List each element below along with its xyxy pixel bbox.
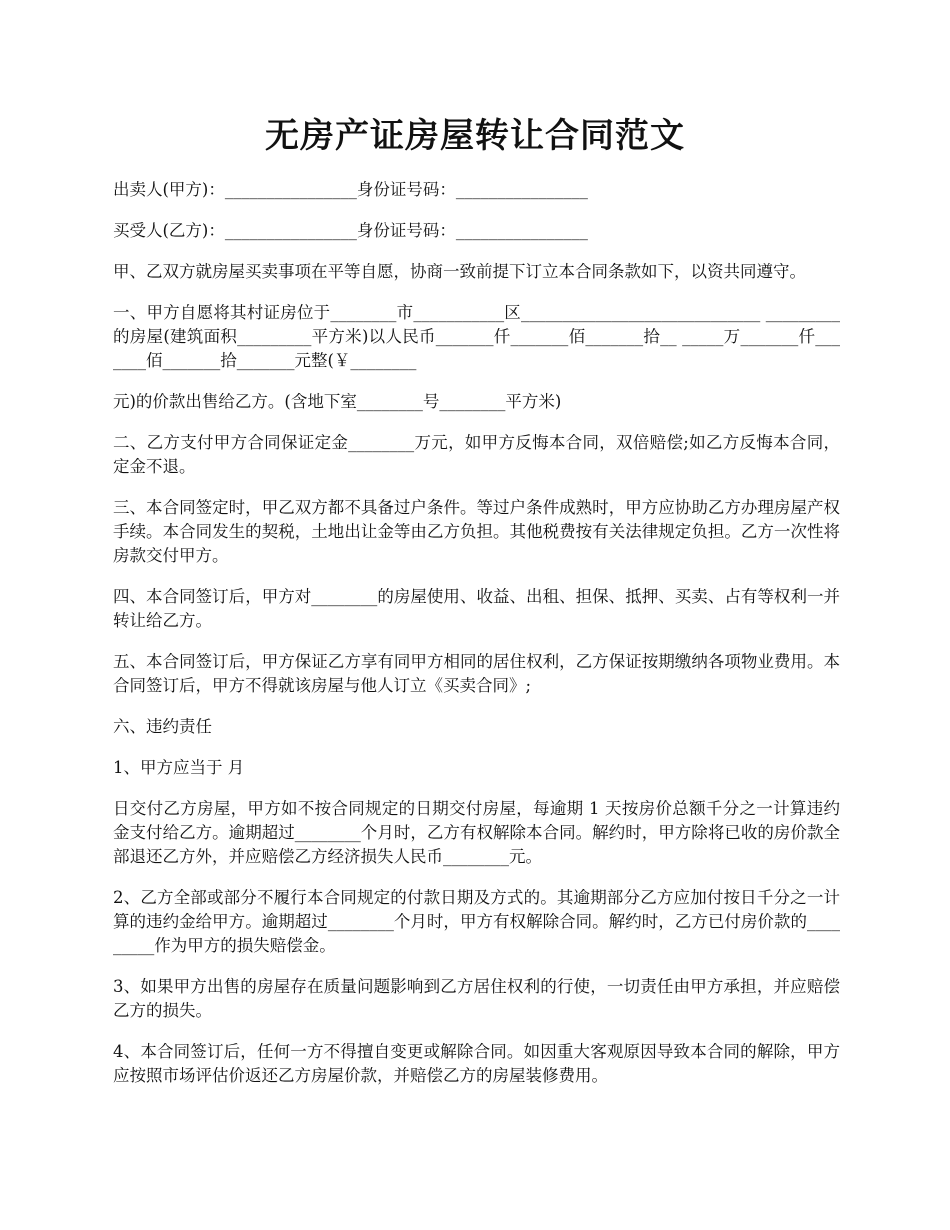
clause-3-paragraph: 三、本合同签定时，甲乙双方都不具备过户条件。等过户条件成熟时，甲方应协助乙方办理房屋产权手续。本合同发生的契税，土地出让金等由乙方负担。其他税费按有关法律规定负担。乙方一次性将房款交付甲方。 [113,498,840,565]
liability-1-paragraph: 日交付乙方房屋，甲方如不按合同规定的日期交付房屋，每逾期 1 天按房价总额千分之一计算违约金支付给乙方。逾期超过________个月时，乙方有权解除本合同。解约时，甲方除将已收的房价款全部退还乙方外，并应赔偿乙方经济损失人民币________元。 [113,799,840,866]
preamble-paragraph: 甲、乙双方就房屋买卖事项在平等自愿，协商一致前提下订立本合同条款如下，以资共同遵守。 [113,262,806,281]
clause-6-heading: 六、违约责任 [113,717,212,736]
clause-5-paragraph: 五、本合同签订后，甲方保证乙方享有同甲方相同的居住权利，乙方保证按期缴纳各项物业费用。本合同签订后，甲方不得就该房屋与他人订立《买卖合同》; [113,652,840,695]
liability-3-paragraph: 3、如果甲方出售的房屋存在质量问题影响到乙方居住权利的行使，一切责任由甲方承担，并应赔偿乙方的损失。 [113,977,840,1020]
clause-2-paragraph: 二、乙方支付甲方合同保证定金________万元，如甲方反悔本合同，双倍赔偿;如乙方反悔本合同，定金不退。 [113,433,840,476]
document-body [113,178,840,1105]
buyer-line: 买受人(乙方)：________________身份证号码：________________ [113,221,588,240]
seller-line: 出卖人(甲方)：________________身份证号码：________________ [113,180,588,199]
document-title: 无房产证房屋转让合同范文 [265,116,685,156]
clause-4-paragraph: 四、本合同签订后，甲方对________的房屋使用、收益、出租、担保、抵押、买卖、占有等权利一并转让给乙方。 [113,587,840,630]
liability-4-paragraph: 4、本合同签订后，任何一方不得擅自变更或解除合同。如因重大客观原因导致本合同的解除，甲方应按照市场评估价返还乙方房屋价款，并赔偿乙方的房屋装修费用。 [113,1042,840,1085]
clause-1-paragraph: 一、甲方自愿将其村证房位于________市___________区_____________________________ _________的房屋(建筑面积_________平方米)以人民币_______仟_______佰_______拾__ _____万_______仟_______佰_______拾_______元整(￥________ [113,303,840,370]
clause-1-continued: 元)的价款出售给乙方。(含地下室________号________平方米) [113,392,562,411]
liability-2-paragraph: 2、乙方全部或部分不履行本合同规定的付款日期及方式的。其逾期部分乙方应加付按日千分之一计算的违约金给甲方。逾期超过________个月时，甲方有权解除合同。解约时，乙方已付房价款的_________作为甲方的损失赔偿金。 [113,888,840,955]
liability-1-start: 1、甲方应当于 月 [113,758,245,777]
